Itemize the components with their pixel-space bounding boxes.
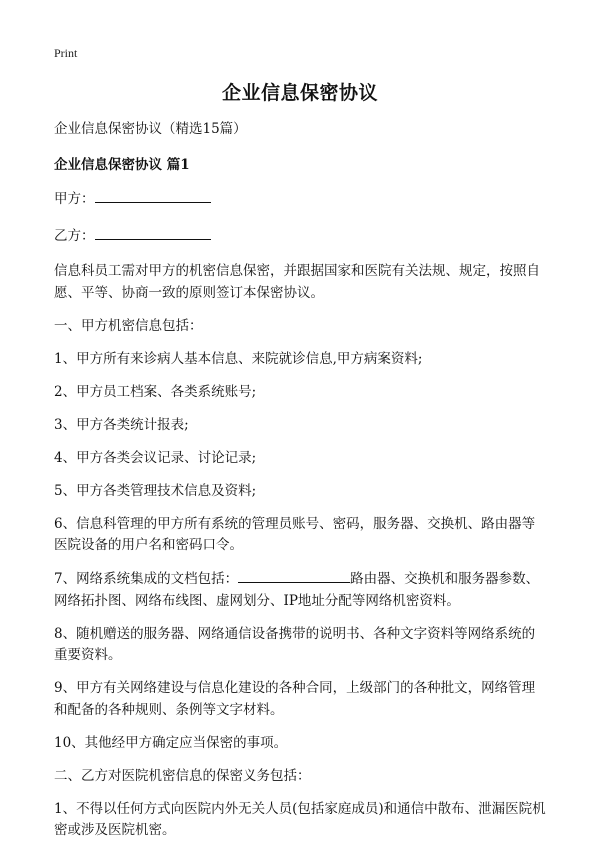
document-body bbox=[54, 119, 548, 853]
party-b-blank bbox=[95, 225, 211, 240]
party-b-label: 乙方： bbox=[54, 227, 95, 244]
clause-item: 8、随机赠送的服务器、网络通信设备携带的说明书、各种文字资料等网络系统的重要资料。 bbox=[54, 625, 536, 663]
document-title: 企业信息保密协议 bbox=[221, 82, 378, 104]
clause-item-7-suffix: 路由器、交换机和服务器参数、网络拓扑图、网络布线图、虚网划分、IP地址分配等网络机密资料。 bbox=[54, 571, 540, 609]
party-b-line bbox=[54, 225, 548, 248]
clause-item-7-blank bbox=[238, 568, 350, 583]
clause-item-7 bbox=[54, 568, 548, 612]
heading-one: 一、甲方机密信息包括： bbox=[54, 317, 203, 334]
clause-item: 9、甲方有关网络建设与信息化建设的各种合同，上级部门的各种批文，网络管理和配备的各种规则、条例等文字材料。 bbox=[54, 680, 536, 718]
clause-item: 6、信息科管理的甲方所有系统的管理员账号、密码，服务器、交换机、路由器等医院设备的用户名和密码口令。 bbox=[54, 515, 536, 553]
document-subtitle: 企业信息保密协议（精选15篇） bbox=[54, 121, 247, 137]
party-a-label: 甲方： bbox=[54, 191, 95, 207]
clause-item: 3、甲方各类统计报表; bbox=[54, 416, 189, 433]
clause-item-7-prefix: 7、网络系统集成的文档包括： bbox=[54, 571, 239, 587]
clause-item: 2、甲方员工档案、各类系统账号; bbox=[54, 383, 257, 400]
clause-item: 4、甲方各类会议记录、讨论记录; bbox=[54, 449, 257, 466]
heading-two: 二、乙方对医院机密信息的保密义务包括： bbox=[54, 767, 311, 784]
clause-item: 5、甲方各类管理技术信息及资料; bbox=[54, 482, 257, 499]
section-title: 企业信息保密协议 篇1 bbox=[54, 156, 190, 173]
clause-item: 1、甲方所有来诊病人基本信息、来院就诊信息,甲方病案资料; bbox=[54, 350, 423, 367]
clause-item: 10、其他经甲方确定应当保密的事项。 bbox=[54, 734, 288, 751]
party-a-line bbox=[54, 188, 548, 211]
duty-item: 1、不得以任何方式向医院内外无关人员(包括家庭成员)和通信中散布、泄漏医院机密或涉及医院机密。 bbox=[54, 800, 546, 838]
party-a-blank bbox=[95, 188, 211, 203]
intro-paragraph: 信息科员工需对甲方的机密信息保密，并跟据国家和医院有关法规、规定，按照自愿、平等、协商一致的原则签订本保密协议。 bbox=[54, 263, 540, 301]
print-link[interactable]: Print bbox=[54, 46, 78, 60]
